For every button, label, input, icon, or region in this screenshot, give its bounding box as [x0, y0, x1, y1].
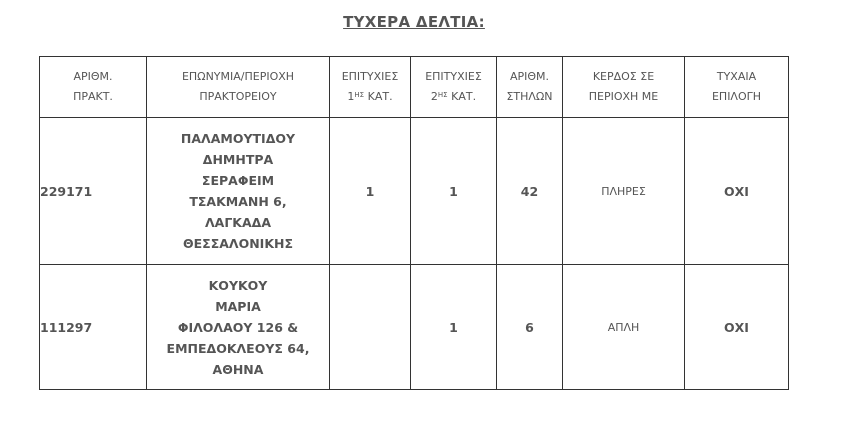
table-row	[40, 265, 789, 390]
header-num: 1	[347, 90, 355, 103]
header-line: ΣΤΗΛΩΝ	[506, 90, 553, 103]
agency-line: ΜΑΡΙΑ	[215, 298, 261, 314]
first-category-cell	[330, 265, 411, 390]
header-line: ΑΡΙΘΜ.	[73, 70, 113, 83]
header-line: ΕΠΙΤΥΧΙΕΣ	[341, 70, 399, 83]
header-line: ΠΕΡΙΟΧΗ ΜΕ	[588, 90, 659, 103]
win-type-cell: ΑΠΛΗ	[563, 265, 685, 390]
agency-line: ΘΕΣΣΑΛΟΝΙΚΗΣ	[182, 236, 294, 251]
header-rest: ΚΑΤ.	[447, 90, 477, 103]
agency-line: ΕΜΠΕΔΟΚΛΕΟΥΣ 64,	[166, 340, 310, 356]
columns-count-cell: 6	[497, 265, 563, 390]
agency-line: ΔΗΜΗΤΡΑ	[202, 152, 274, 167]
header-line: ΕΠΙΤΥΧΙΕΣ	[425, 70, 482, 83]
agency-line: ΦΙΛΟΛΑΟΥ 126 &	[177, 319, 299, 335]
header-columns-count	[497, 57, 563, 118]
header-line: ΑΡΙΘΜ.	[509, 70, 550, 83]
page-title: ΤΥΧΕΡΑ ΔΕΛΤΙΑ:	[343, 13, 485, 31]
header-sup: ΗΣ	[354, 91, 365, 99]
random-pick-cell: ΟΧΙ	[685, 265, 789, 390]
lucky-tickets-table	[39, 56, 789, 390]
agency-line: ΛΑΓΚΑΔΑ	[204, 215, 272, 230]
win-type-cell: ΠΛΗΡΕΣ	[563, 118, 685, 265]
header-line: ΤΥΧΑΙΑ	[716, 70, 757, 83]
second-category-cell: 1	[411, 118, 497, 265]
second-category-cell: 1	[411, 265, 497, 390]
agency-line: ΣΕΡΑΦΕΙΜ	[201, 173, 275, 188]
random-pick-cell: ΟΧΙ	[685, 118, 789, 265]
header-random-pick	[685, 57, 789, 118]
header-agency-code	[40, 57, 147, 118]
agency-line: ΑΘΗΝΑ	[212, 361, 264, 377]
header-second-category-wins	[411, 57, 497, 118]
header-line: ΠΡΑΚΤΟΡΕΙΟΥ	[199, 90, 277, 103]
header-line: ΠΡΑΚΤ.	[73, 90, 113, 103]
agency-code-cell: 111297	[40, 265, 147, 390]
first-category-cell: 1	[330, 118, 411, 265]
header-num: 2	[430, 90, 438, 103]
header-rest: ΚΑΤ.	[364, 90, 393, 103]
agency-line: ΚΟΥΚΟΥ	[208, 277, 268, 293]
agency-name-cell	[147, 265, 330, 390]
header-line: ΕΠΩΝΥΜΙΑ/ΠΕΡΙΟΧΗ	[181, 70, 295, 83]
table-header-row	[40, 57, 789, 118]
agency-line: ΤΣΑΚΜΑΝΗ 6,	[189, 194, 287, 209]
agency-code-cell: 229171	[40, 118, 147, 265]
header-agency-name-area	[147, 57, 330, 118]
header-win-type	[563, 57, 685, 118]
header-sup: ΗΣ	[437, 91, 448, 99]
agency-line: ΠΑΛΑΜΟΥΤΙΔΟΥ	[180, 131, 296, 146]
columns-count-cell: 42	[497, 118, 563, 265]
header-line: ΚΕΡΔΟΣ ΣΕ	[592, 70, 655, 83]
agency-name-cell	[147, 118, 330, 265]
table-row	[40, 118, 789, 265]
header-first-category-wins	[330, 57, 411, 118]
header-line: ΕΠΙΛΟΓΗ	[711, 90, 762, 103]
